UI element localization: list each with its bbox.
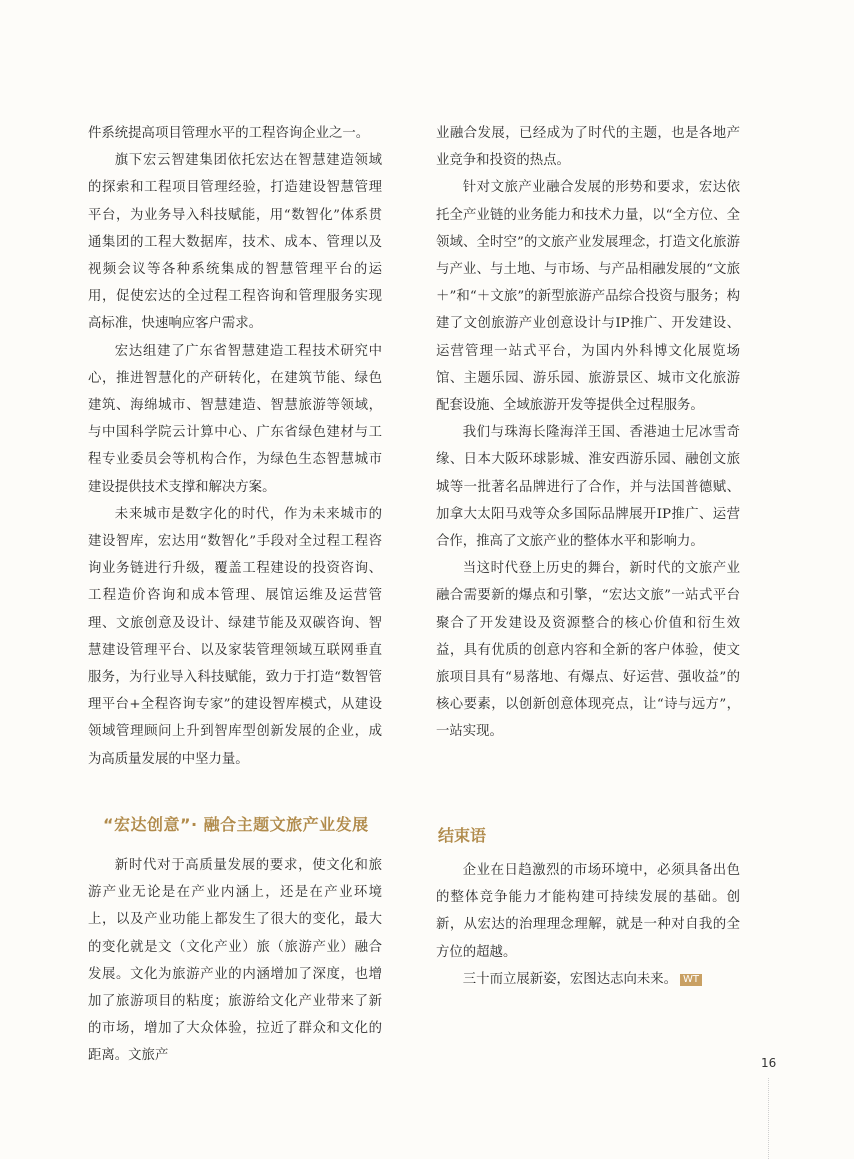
margin-dotted-line (768, 1078, 769, 1159)
right-column-top (436, 120, 740, 746)
section-heading-conclusion: 结束语 (438, 826, 487, 845)
right-paragraph-4: 当这时代登上历史的舞台，新时代的文旅产业融合需要新的爆点和引擎，“宏达文旅”一站式平台聚合了开发建设及资源整合的核心价值和衍生效益，具有优质的创意内容和全新的客户体验，使文旅项目具有“易落地、有爆点、好运营、强收益”的核心要素，以创新创意体现亮点，让“诗与远方”，一站实现。 (436, 561, 740, 740)
left-column-top (88, 120, 382, 773)
left-paragraph-3: 宏达组建了广东省智慧建造工程技术研究中心，推进智慧化的产研转化，在建筑节能、绿色建筑、海绵城市、智慧建造、智慧旅游等领域，与中国科学院云计算中心、广东省绿色建材与工程专业委员会等机构合作，为绿色生态智慧城市建设提供技术支撑和解决方案。 (88, 343, 382, 495)
left-paragraph-2: 旗下宏云智建集团依托宏达在智慧建造领域的探索和工程项目管理经验，打造建设智慧管理平台，为业务导入科技赋能，用“数智化”体系贯通集团的工程大数据库，技术、成本、管理以及视频会议等各种系统集成的智慧管理平台的运用，促使宏达的全过程工程咨询和管理服务实现高标准，快速响应客户需求。 (88, 153, 382, 332)
left-paragraph-4: 未来城市是数字化的时代，作为未来城市的建设智库，宏达用“数智化”手段对全过程工程咨询业务链进行升级，覆盖工程建设的投资咨询、工程造价咨询和成本管理、展馆运维及运营管理、文旅创意及设计、绿建节能及双碳咨询、智慧建设管理平台、以及家装管理领域互联网垂直服务，为行业导入科技赋能，致力于打造“数智管理平台+全程咨询专家”的建设智库模式，从建设领域管理顾问上升到智库型创新发展的企业，成为高质量发展的中坚力量。 (88, 506, 382, 767)
right-paragraph-5: 企业在日趋激烈的市场环境中，必须具备出色的整体竞争能力才能构建可持续发展的基础。创新，从宏达的治理理念理解，就是一种对自我的全方位的超越。 (436, 863, 740, 960)
page-number: 16 (761, 1056, 777, 1070)
right-paragraph-3: 我们与珠海长隆海洋王国、香港迪士尼冰雪奇缘、日本大阪环球影城、淮安西游乐园、融创文旅城等一批著名品牌进行了合作，并与法国普德赋、加拿大太阳马戏等众多国际品牌展开IP推广、运营合作，推高了文旅产业的整体水平和影响力。 (436, 425, 740, 550)
left-paragraph-1: 件系统提高项目管理水平的工程咨询企业之一。 (88, 126, 370, 141)
wt-end-badge: WT (680, 974, 702, 986)
right-paragraph-2: 针对文旅产业融合发展的形势和要求，宏达依托全产业链的业务能力和技术力量，以“全方位、全领域、全时空”的文旅产业发展理念，打造文化旅游与产业、与土地、与市场、与产品相融发展的“文旅＋”和“＋文旅”的新型旅游产品综合投资与服务；构建了文创旅游产业创意设计与IP推广、开发建设、运营管理一站式平台，为国内外科博文化展览场馆、主题乐园、游乐园、旅游景区、城市文化旅游配套设施、全域旅游开发等提供全过程服务。 (436, 180, 740, 414)
left-paragraph-5: 新时代对于高质量发展的要求，使文化和旅游产业无论是在产业内涵上，还是在产业环境上，以及产业功能上都发生了很大的变化，最大的变化就是文（文化产业）旅（旅游产业）融合发展。文化为旅游产业的内涵增加了深度，也增加了旅游项目的粘度；旅游给文化产业带来了新的市场，增加了大众体验，拉近了群众和文化的距离。文旅产 (88, 858, 382, 1064)
right-paragraph-6 (436, 966, 740, 993)
section-heading-cultural-tourism: “宏达创意”· 融合主题文旅产业发展 (103, 815, 369, 834)
left-column-bottom (88, 852, 382, 1070)
right-column-bottom (436, 857, 740, 993)
right-paragraph-1: 业融合发展，已经成为了时代的主题，也是各地产业竞争和投资的热点。 (436, 126, 740, 169)
closing-line: 三十而立展新姿，宏图达志向未来。 (462, 971, 678, 987)
